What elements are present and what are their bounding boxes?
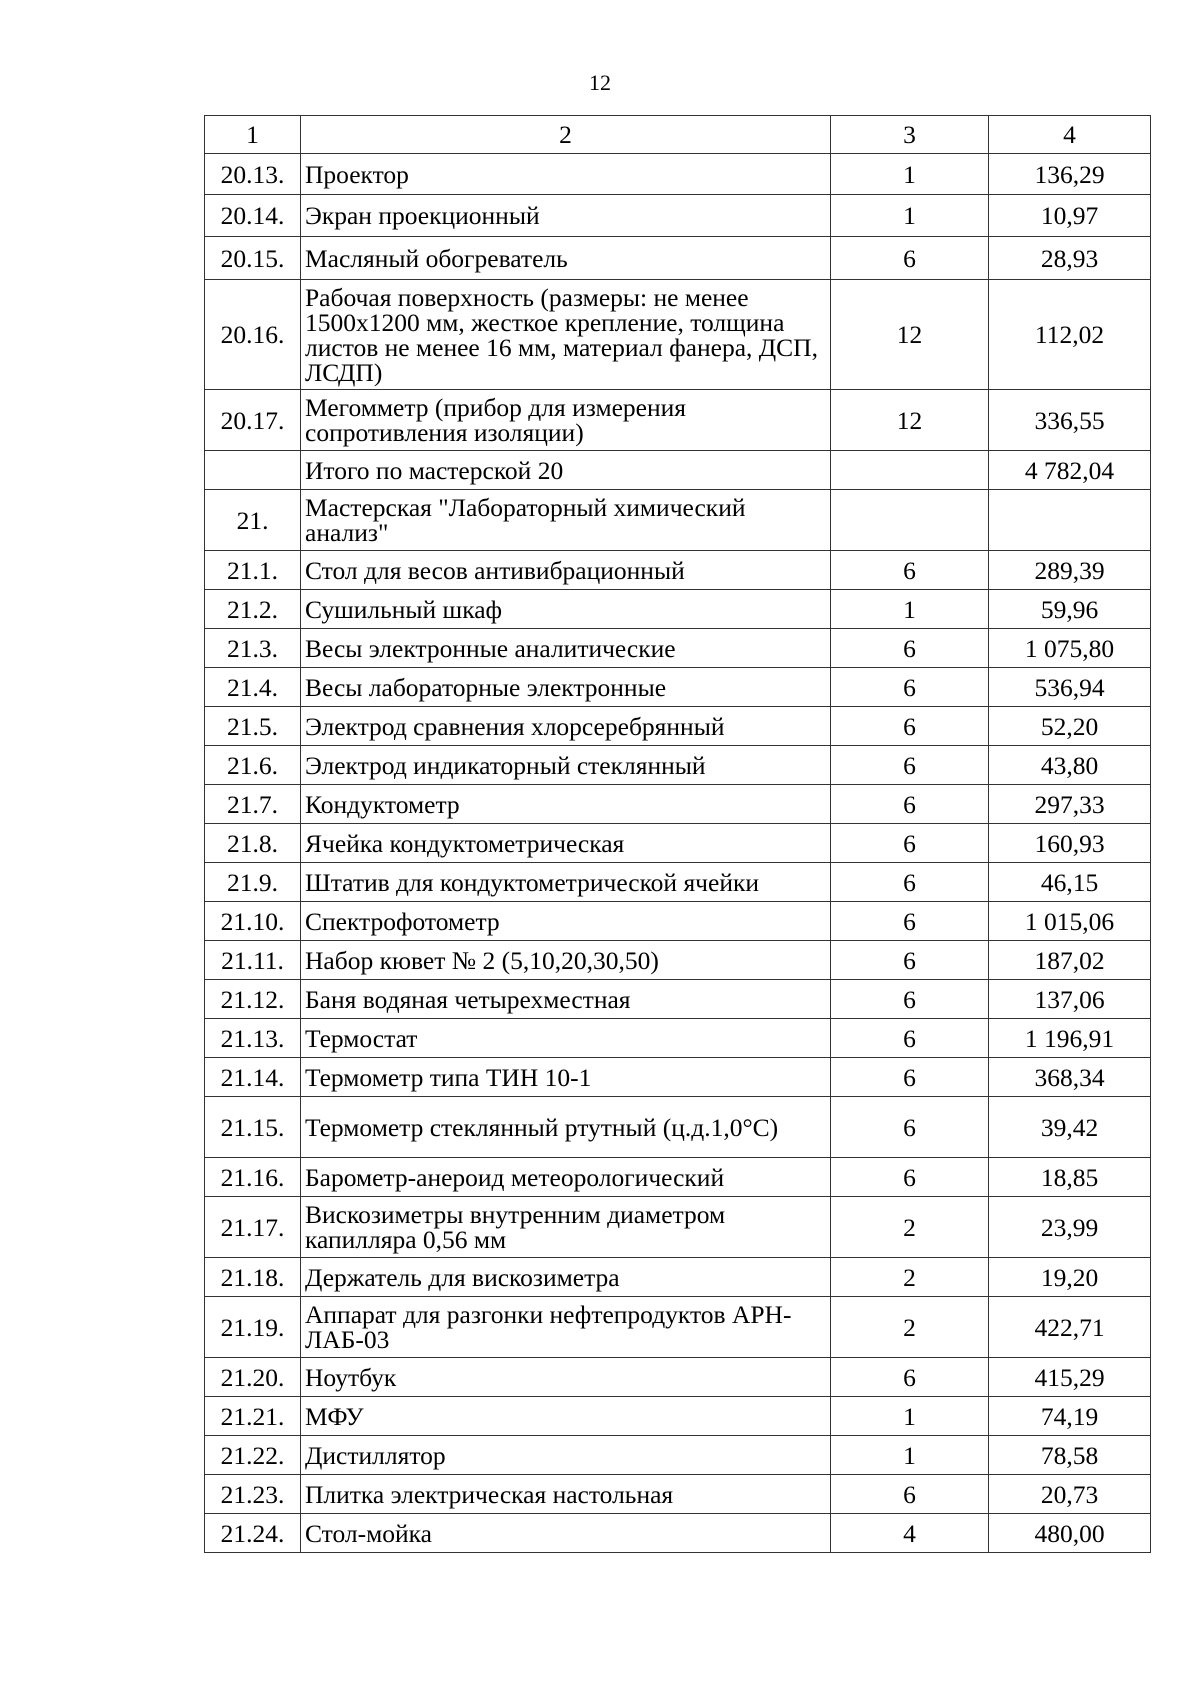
price-cell: 297,33 [989,785,1151,824]
table-row [205,1514,1151,1553]
table-row [205,1475,1151,1514]
row-number-cell: 21.10. [205,902,301,941]
price-cell: 137,06 [989,980,1151,1019]
table-row [205,668,1151,707]
item-name-cell: Аппарат для разгонки нефтепродуктов АРН-ЛАБ-03 [301,1297,831,1358]
table-row [205,1397,1151,1436]
price-cell: 536,94 [989,668,1151,707]
table-row [205,1358,1151,1397]
quantity-cell: 6 [831,668,989,707]
price-cell: 43,80 [989,746,1151,785]
quantity-cell: 6 [831,1158,989,1197]
quantity-cell: 1 [831,195,989,237]
quantity-cell: 1 [831,1436,989,1475]
price-cell: 4 782,04 [989,451,1151,490]
price-cell: 39,42 [989,1097,1151,1158]
quantity-cell: 1 [831,1397,989,1436]
row-number-cell: 21. [205,490,301,551]
table-row [205,280,1151,390]
table-row [205,1019,1151,1058]
price-cell: 19,20 [989,1258,1151,1297]
quantity-cell: 4 [831,1514,989,1553]
item-name-cell: Мастерская "Лабораторный химический анализ" [301,490,831,551]
quantity-cell: 6 [831,237,989,280]
table-row [205,1436,1151,1475]
row-number-cell: 21.5. [205,707,301,746]
table-row [205,390,1151,451]
item-name-cell: Стол для весов антивибрационный [301,551,831,590]
item-name-cell: Электрод индикаторный стеклянный [301,746,831,785]
page-number: 12 [589,70,611,95]
quantity-cell: 6 [831,1475,989,1514]
item-name-cell: МФУ [301,1397,831,1436]
row-number-cell [205,451,301,490]
row-number-cell: 21.19. [205,1297,301,1358]
quantity-cell: 6 [831,980,989,1019]
price-cell: 1 196,91 [989,1019,1151,1058]
price-cell: 1 075,80 [989,629,1151,668]
table-row [205,785,1151,824]
row-number-cell: 20.14. [205,195,301,237]
row-number-cell: 21.13. [205,1019,301,1058]
price-cell: 368,34 [989,1058,1151,1097]
item-name-cell: Набор кювет № 2 (5,10,20,30,50) [301,941,831,980]
item-name-cell: Термометр стеклянный ртутный (ц.д.1,0°С) [301,1097,831,1158]
price-cell: 23,99 [989,1197,1151,1258]
row-number-cell: 21.12. [205,980,301,1019]
table-row [205,1097,1151,1158]
table-row [205,1158,1151,1197]
quantity-cell: 6 [831,1058,989,1097]
row-number-cell: 21.9. [205,863,301,902]
quantity-cell: 1 [831,590,989,629]
table-row [205,707,1151,746]
price-cell: 187,02 [989,941,1151,980]
header-cell: 1 [205,116,301,154]
item-name-cell: Ноутбук [301,1358,831,1397]
price-cell: 480,00 [989,1514,1151,1553]
table-row [205,1297,1151,1358]
table-row [205,237,1151,280]
price-cell: 20,73 [989,1475,1151,1514]
quantity-cell [831,451,989,490]
table-row [205,1058,1151,1097]
table-row [205,902,1151,941]
item-name-cell: Стол-мойка [301,1514,831,1553]
item-name-cell: Вискозиметры внутренним диаметром капилляра 0,56 мм [301,1197,831,1258]
table-row [205,629,1151,668]
quantity-cell: 6 [831,1358,989,1397]
quantity-cell: 6 [831,746,989,785]
price-cell [989,490,1151,551]
table-row [205,824,1151,863]
header-cell: 2 [301,116,831,154]
quantity-cell [831,490,989,551]
item-name-cell: Баня водяная четырехместная [301,980,831,1019]
row-number-cell: 20.13. [205,154,301,195]
item-name-cell: Термостат [301,1019,831,1058]
item-name-cell: Ячейка кондуктометрическая [301,824,831,863]
row-number-cell: 21.11. [205,941,301,980]
item-name-cell: Кондуктометр [301,785,831,824]
table-row [205,195,1151,237]
row-number-cell: 21.6. [205,746,301,785]
quantity-cell: 6 [831,824,989,863]
quantity-cell: 2 [831,1197,989,1258]
table-row [205,551,1151,590]
item-name-cell: Проектор [301,154,831,195]
item-name-cell: Весы лабораторные электронные [301,668,831,707]
quantity-cell: 6 [831,863,989,902]
quantity-cell: 6 [831,1097,989,1158]
row-number-cell: 21.3. [205,629,301,668]
table-row [205,451,1151,490]
row-number-cell: 21.4. [205,668,301,707]
row-number-cell: 21.16. [205,1158,301,1197]
item-name-cell: Масляный обогреватель [301,237,831,280]
price-cell: 28,93 [989,237,1151,280]
row-number-cell: 20.17. [205,390,301,451]
row-number-cell: 21.22. [205,1436,301,1475]
table-row [205,980,1151,1019]
price-cell: 415,29 [989,1358,1151,1397]
table-row [205,941,1151,980]
price-cell: 78,58 [989,1436,1151,1475]
price-cell: 422,71 [989,1297,1151,1358]
quantity-cell: 12 [831,390,989,451]
item-name-cell: Дистиллятор [301,1436,831,1475]
row-number-cell: 21.2. [205,590,301,629]
quantity-cell: 6 [831,707,989,746]
quantity-cell: 6 [831,902,989,941]
row-number-cell: 21.17. [205,1197,301,1258]
price-cell: 336,55 [989,390,1151,451]
price-cell: 289,39 [989,551,1151,590]
price-cell: 74,19 [989,1397,1151,1436]
row-number-cell: 20.15. [205,237,301,280]
price-cell: 10,97 [989,195,1151,237]
item-name-cell: Электрод сравнения хлорсеребрянный [301,707,831,746]
table-header-row [205,116,1151,154]
price-cell: 59,96 [989,590,1151,629]
row-number-cell: 21.21. [205,1397,301,1436]
quantity-cell: 6 [831,551,989,590]
table-row [205,490,1151,551]
quantity-cell: 2 [831,1258,989,1297]
item-name-cell: Спектрофотометр [301,902,831,941]
price-cell: 1 015,06 [989,902,1151,941]
quantity-cell: 1 [831,154,989,195]
row-number-cell: 21.14. [205,1058,301,1097]
equipment-table [204,115,1151,1553]
row-number-cell: 21.24. [205,1514,301,1553]
table-row [205,1197,1151,1258]
price-cell: 136,29 [989,154,1151,195]
header-cell: 4 [989,116,1151,154]
item-name-cell: Держатель для вискозиметра [301,1258,831,1297]
row-number-cell: 21.1. [205,551,301,590]
row-number-cell: 21.20. [205,1358,301,1397]
item-name-cell: Штатив для кондуктометрической ячейки [301,863,831,902]
item-name-cell: Плитка электрическая настольная [301,1475,831,1514]
item-name-cell: Термометр типа ТИН 10-1 [301,1058,831,1097]
row-number-cell: 21.15. [205,1097,301,1158]
quantity-cell: 12 [831,280,989,390]
quantity-cell: 2 [831,1297,989,1358]
row-number-cell: 20.16. [205,280,301,390]
item-name-cell: Сушильный шкаф [301,590,831,629]
price-cell: 112,02 [989,280,1151,390]
quantity-cell: 6 [831,785,989,824]
table-row [205,863,1151,902]
item-name-cell: Экран проекционный [301,195,831,237]
header-cell: 3 [831,116,989,154]
item-name-cell: Итого по мастерской 20 [301,451,831,490]
row-number-cell: 21.7. [205,785,301,824]
item-name-cell: Мегомметр (прибор для измерения сопротивления изоляции) [301,390,831,451]
table-row [205,746,1151,785]
price-cell: 52,20 [989,707,1151,746]
table-row [205,1258,1151,1297]
item-name-cell: Барометр-анероид метеорологический [301,1158,831,1197]
quantity-cell: 6 [831,1019,989,1058]
quantity-cell: 6 [831,941,989,980]
quantity-cell: 6 [831,629,989,668]
table-row [205,590,1151,629]
row-number-cell: 21.23. [205,1475,301,1514]
table-row [205,154,1151,195]
price-cell: 46,15 [989,863,1151,902]
price-cell: 18,85 [989,1158,1151,1197]
row-number-cell: 21.18. [205,1258,301,1297]
item-name-cell: Рабочая поверхность (размеры: не менее 1500х1200 мм, жесткое крепление, толщина листов не менее 16 мм, материал фанера, ДСП, ЛСДП) [301,280,831,390]
price-cell: 160,93 [989,824,1151,863]
row-number-cell: 21.8. [205,824,301,863]
item-name-cell: Весы электронные аналитические [301,629,831,668]
